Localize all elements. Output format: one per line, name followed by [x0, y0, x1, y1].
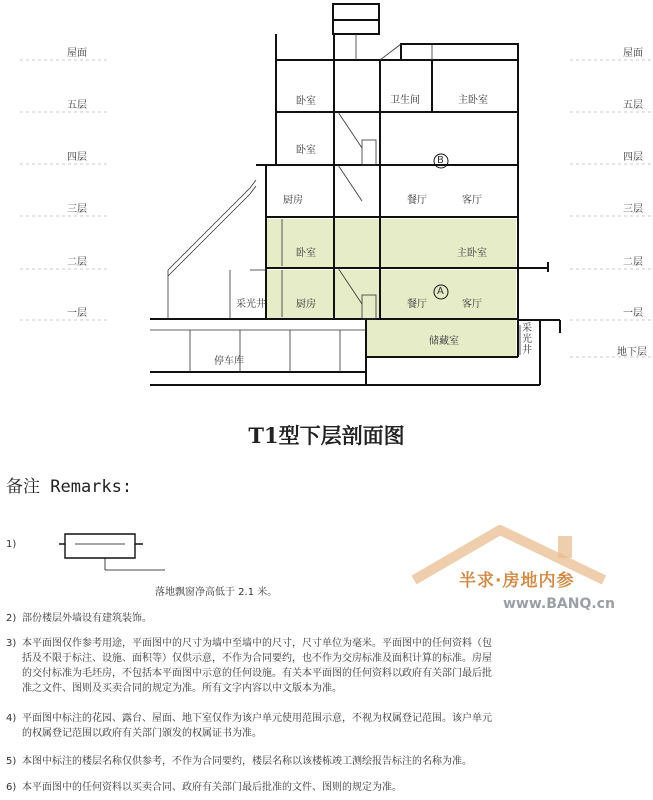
- room-kitchen-3f: 厨房: [283, 195, 303, 206]
- watermark-url: www.BANQ.cn: [503, 596, 615, 612]
- floor-label-b1-right: 地下层: [617, 347, 647, 358]
- note-3-line-2: 括及不限于标注、设施、面积等）仅供示意，不作为合同要约，也不作为交房标准及面积计算的标准。房屋: [22, 653, 492, 664]
- room-garage: 停车库: [214, 356, 244, 367]
- note-5-text: 本图中标注的楼层名称仅供参考，不作为合同要约，楼层名称以该楼栋竣工测绘报告标注的名称为准。: [22, 756, 472, 767]
- room-living-1f: 客厅: [462, 299, 482, 310]
- floor-label-5f-left: 五层: [67, 100, 87, 111]
- room-master-2f: 主卧室: [457, 248, 487, 259]
- floor-label-roof-right: 屋面: [623, 48, 643, 59]
- floor-label-2f-right: 二层: [623, 257, 643, 268]
- room-lightwell-basement: 采光井: [522, 323, 532, 356]
- floor-label-1f-left: 一层: [67, 308, 87, 319]
- note-2-number: 2): [6, 613, 17, 624]
- floor-label-3f-left: 三层: [67, 204, 87, 215]
- note-3-line-4: 准之文件、图则及买卖合同的规定为准。所有文字内容以中文版本为准。: [22, 683, 342, 694]
- highlight-zones: [266, 219, 516, 357]
- room-kitchen-1f: 厨房: [296, 299, 316, 310]
- room-lightwell-1f: 采光井: [236, 299, 266, 310]
- note-4-line-1: 平面图中标注的花园、露台、屋面、地下室仅作为该户单元使用范围示意，不视为权属登记范围。该户单元: [22, 713, 492, 724]
- note-6-text: 本平面图中的任何资料以买卖合同、政府有关部门最后批准的文件、图则的规定为准。: [22, 782, 402, 793]
- room-living-3f: 客厅: [462, 195, 482, 206]
- floor-label-1f-right: 一层: [623, 308, 643, 319]
- room-bath-5f: 卫生间: [390, 95, 420, 106]
- room-bedroom-2f: 卧室: [296, 248, 316, 259]
- floor-label-4f-left: 四层: [67, 152, 87, 163]
- room-storage: 储藏室: [429, 336, 459, 347]
- note-3-line-3: 的交付标准为毛坯房，不包括本平面图中示意的任何设施。有关本平面图的任何资料以政府有关部门最后批: [22, 668, 492, 679]
- note-1-number: 1): [6, 539, 17, 550]
- note-4-line-2: 的权属登记范围以政府有关部门颁发的权属证书为准。: [22, 728, 262, 739]
- floor-label-3f-right: 三层: [623, 204, 643, 215]
- diagram-title: T1型下层剖面图: [248, 423, 405, 448]
- unit-mark-a: A: [437, 286, 444, 297]
- watermark-text: 半求·房地内参: [459, 571, 575, 591]
- note-1-dimension: 落地飘窗净高低于 2.1 米。: [155, 587, 278, 598]
- note-6-number: 6): [6, 782, 17, 793]
- floor-label-5f-right: 五层: [623, 100, 643, 111]
- remarks-heading: 备注 Remarks:: [6, 477, 133, 497]
- room-dining-3f: 餐厅: [407, 195, 427, 206]
- bay-window-detail: [55, 530, 165, 580]
- unit-mark-b: B: [437, 155, 444, 166]
- note-3-number: 3): [6, 638, 17, 649]
- floor-label-4f-right: 四层: [623, 152, 643, 163]
- note-4-number: 4): [6, 713, 17, 724]
- note-2-text: 部份楼层外墙设有建筑装饰。: [22, 613, 152, 624]
- note-5-number: 5): [6, 756, 17, 767]
- room-bedroom-5f: 卧室: [296, 96, 316, 107]
- room-bedroom-4f: 卧室: [296, 145, 316, 156]
- note-3-line-1: 本平面图仅作参考用途，平面图中的尺寸为墙中至墙中的尺寸，尺寸单位为毫米。平面图中的任何资料（包: [22, 638, 492, 649]
- floor-label-2f-left: 二层: [67, 257, 87, 268]
- floor-label-roof-left: 屋面: [67, 48, 87, 59]
- room-dining-1f: 餐厅: [407, 299, 427, 310]
- room-master-5f: 主卧室: [458, 95, 488, 106]
